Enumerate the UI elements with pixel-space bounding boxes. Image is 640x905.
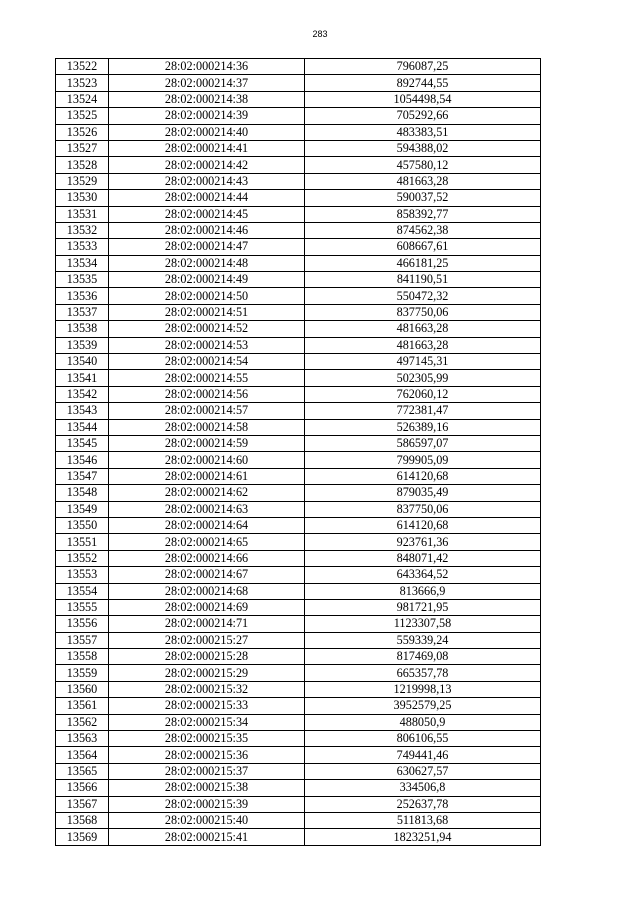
row-number-cell: 13533 — [56, 239, 109, 255]
row-number-cell: 13535 — [56, 272, 109, 288]
value-cell: 874562,38 — [305, 222, 541, 238]
table-row — [56, 370, 541, 386]
value-cell: 483383,51 — [305, 124, 541, 140]
row-number-cell: 13537 — [56, 304, 109, 320]
table-row — [56, 616, 541, 632]
cadastral-number-cell: 28:02:000214:44 — [109, 190, 305, 206]
cadastral-number-cell: 28:02:000214:53 — [109, 337, 305, 353]
cadastral-number-cell: 28:02:000214:57 — [109, 403, 305, 419]
row-number-cell: 13563 — [56, 731, 109, 747]
table-row — [56, 567, 541, 583]
value-cell: 806106,55 — [305, 731, 541, 747]
cadastral-number-cell: 28:02:000215:36 — [109, 747, 305, 763]
value-cell: 705292,66 — [305, 108, 541, 124]
cadastral-number-cell: 28:02:000215:32 — [109, 681, 305, 697]
row-number-cell: 13525 — [56, 108, 109, 124]
table-row — [56, 386, 541, 402]
table-row — [56, 714, 541, 730]
value-cell: 481663,28 — [305, 173, 541, 189]
cadastral-number-cell: 28:02:000214:45 — [109, 206, 305, 222]
table-row — [56, 140, 541, 156]
cadastral-number-cell: 28:02:000214:48 — [109, 255, 305, 271]
table-row — [56, 829, 541, 845]
table-row — [56, 452, 541, 468]
cadastral-number-cell: 28:02:000214:49 — [109, 272, 305, 288]
row-number-cell: 13528 — [56, 157, 109, 173]
row-number-cell: 13524 — [56, 91, 109, 107]
table-row — [56, 812, 541, 828]
cadastral-number-cell: 28:02:000215:41 — [109, 829, 305, 845]
table-row — [56, 108, 541, 124]
table-row — [56, 173, 541, 189]
row-number-cell: 13523 — [56, 75, 109, 91]
row-number-cell: 13548 — [56, 485, 109, 501]
cadastral-number-cell: 28:02:000215:39 — [109, 796, 305, 812]
cadastral-number-cell: 28:02:000214:41 — [109, 140, 305, 156]
cadastral-value-table — [55, 58, 541, 846]
cadastral-number-cell: 28:02:000215:29 — [109, 665, 305, 681]
row-number-cell: 13567 — [56, 796, 109, 812]
row-number-cell: 13553 — [56, 567, 109, 583]
value-cell: 665357,78 — [305, 665, 541, 681]
value-cell: 511813,68 — [305, 812, 541, 828]
table-row — [56, 222, 541, 238]
value-cell: 841190,51 — [305, 272, 541, 288]
cadastral-number-cell: 28:02:000214:64 — [109, 517, 305, 533]
table-row — [56, 435, 541, 451]
value-cell: 466181,25 — [305, 255, 541, 271]
row-number-cell: 13541 — [56, 370, 109, 386]
cadastral-number-cell: 28:02:000215:35 — [109, 731, 305, 747]
table-row — [56, 501, 541, 517]
cadastral-number-cell: 28:02:000214:63 — [109, 501, 305, 517]
value-cell: 502305,99 — [305, 370, 541, 386]
row-number-cell: 13540 — [56, 354, 109, 370]
cadastral-number-cell: 28:02:000214:50 — [109, 288, 305, 304]
value-cell: 892744,55 — [305, 75, 541, 91]
row-number-cell: 13555 — [56, 599, 109, 615]
value-cell: 762060,12 — [305, 386, 541, 402]
table-row — [56, 91, 541, 107]
value-cell: 630627,57 — [305, 763, 541, 779]
cadastral-number-cell: 28:02:000215:33 — [109, 698, 305, 714]
value-cell: 1219998,13 — [305, 681, 541, 697]
row-number-cell: 13557 — [56, 632, 109, 648]
table-row — [56, 206, 541, 222]
table-row — [56, 649, 541, 665]
cadastral-number-cell: 28:02:000214:56 — [109, 386, 305, 402]
value-cell: 837750,06 — [305, 304, 541, 320]
value-cell: 981721,95 — [305, 599, 541, 615]
row-number-cell: 13530 — [56, 190, 109, 206]
table-row — [56, 321, 541, 337]
value-cell: 749441,46 — [305, 747, 541, 763]
cadastral-number-cell: 28:02:000214:71 — [109, 616, 305, 632]
row-number-cell: 13550 — [56, 517, 109, 533]
cadastral-number-cell: 28:02:000215:38 — [109, 780, 305, 796]
table-row — [56, 698, 541, 714]
value-cell: 879035,49 — [305, 485, 541, 501]
row-number-cell: 13566 — [56, 780, 109, 796]
cadastral-number-cell: 28:02:000214:43 — [109, 173, 305, 189]
cadastral-number-cell: 28:02:000214:68 — [109, 583, 305, 599]
value-cell: 481663,28 — [305, 321, 541, 337]
cadastral-number-cell: 28:02:000214:40 — [109, 124, 305, 140]
value-cell: 559339,24 — [305, 632, 541, 648]
cadastral-number-cell: 28:02:000214:65 — [109, 534, 305, 550]
value-cell: 497145,31 — [305, 354, 541, 370]
cadastral-number-cell: 28:02:000214:62 — [109, 485, 305, 501]
cadastral-number-cell: 28:02:000214:54 — [109, 354, 305, 370]
table-row — [56, 75, 541, 91]
cadastral-number-cell: 28:02:000214:69 — [109, 599, 305, 615]
table-row — [56, 354, 541, 370]
cadastral-number-cell: 28:02:000215:37 — [109, 763, 305, 779]
table-row — [56, 157, 541, 173]
row-number-cell: 13526 — [56, 124, 109, 140]
value-cell: 848071,42 — [305, 550, 541, 566]
table-row — [56, 583, 541, 599]
table-row — [56, 632, 541, 648]
table-row — [56, 534, 541, 550]
cadastral-number-cell: 28:02:000215:27 — [109, 632, 305, 648]
row-number-cell: 13531 — [56, 206, 109, 222]
table-row — [56, 337, 541, 353]
value-cell: 923761,36 — [305, 534, 541, 550]
cadastral-number-cell: 28:02:000214:47 — [109, 239, 305, 255]
table-row — [56, 255, 541, 271]
row-number-cell: 13560 — [56, 681, 109, 697]
cadastral-number-cell: 28:02:000214:36 — [109, 59, 305, 75]
table-row — [56, 403, 541, 419]
page-number: 283 — [312, 29, 328, 39]
cadastral-number-cell: 28:02:000214:42 — [109, 157, 305, 173]
row-number-cell: 13568 — [56, 812, 109, 828]
row-number-cell: 13536 — [56, 288, 109, 304]
value-cell: 799905,09 — [305, 452, 541, 468]
cadastral-number-cell: 28:02:000215:40 — [109, 812, 305, 828]
row-number-cell: 13542 — [56, 386, 109, 402]
table-row — [56, 796, 541, 812]
table-row — [56, 59, 541, 75]
value-cell: 1823251,94 — [305, 829, 541, 845]
row-number-cell: 13545 — [56, 435, 109, 451]
table-body — [56, 59, 541, 846]
value-cell: 614120,68 — [305, 517, 541, 533]
table-row — [56, 731, 541, 747]
row-number-cell: 13554 — [56, 583, 109, 599]
table-row — [56, 681, 541, 697]
value-cell: 594388,02 — [305, 140, 541, 156]
cadastral-number-cell: 28:02:000214:67 — [109, 567, 305, 583]
value-cell: 3952579,25 — [305, 698, 541, 714]
value-cell: 586597,07 — [305, 435, 541, 451]
cadastral-number-cell: 28:02:000215:34 — [109, 714, 305, 730]
value-cell: 550472,32 — [305, 288, 541, 304]
row-number-cell: 13569 — [56, 829, 109, 845]
cadastral-number-cell: 28:02:000214:61 — [109, 468, 305, 484]
table-row — [56, 190, 541, 206]
value-cell: 457580,12 — [305, 157, 541, 173]
table-row — [56, 780, 541, 796]
table-row — [56, 599, 541, 615]
value-cell: 813666,9 — [305, 583, 541, 599]
value-cell: 252637,78 — [305, 796, 541, 812]
value-cell: 481663,28 — [305, 337, 541, 353]
row-number-cell: 13562 — [56, 714, 109, 730]
row-number-cell: 13552 — [56, 550, 109, 566]
row-number-cell: 13561 — [56, 698, 109, 714]
row-number-cell: 13551 — [56, 534, 109, 550]
row-number-cell: 13539 — [56, 337, 109, 353]
row-number-cell: 13559 — [56, 665, 109, 681]
cadastral-number-cell: 28:02:000214:59 — [109, 435, 305, 451]
row-number-cell: 13546 — [56, 452, 109, 468]
table-row — [56, 288, 541, 304]
cadastral-number-cell: 28:02:000214:55 — [109, 370, 305, 386]
row-number-cell: 13564 — [56, 747, 109, 763]
cadastral-number-cell: 28:02:000214:39 — [109, 108, 305, 124]
row-number-cell: 13565 — [56, 763, 109, 779]
row-number-cell: 13534 — [56, 255, 109, 271]
value-cell: 837750,06 — [305, 501, 541, 517]
table-row — [56, 468, 541, 484]
cadastral-number-cell: 28:02:000214:46 — [109, 222, 305, 238]
cadastral-number-cell: 28:02:000214:51 — [109, 304, 305, 320]
row-number-cell: 13558 — [56, 649, 109, 665]
cadastral-number-cell: 28:02:000214:60 — [109, 452, 305, 468]
value-cell: 1054498,54 — [305, 91, 541, 107]
table-row — [56, 747, 541, 763]
value-cell: 590037,52 — [305, 190, 541, 206]
row-number-cell: 13556 — [56, 616, 109, 632]
row-number-cell: 13544 — [56, 419, 109, 435]
row-number-cell: 13549 — [56, 501, 109, 517]
table-row — [56, 239, 541, 255]
value-cell: 817469,08 — [305, 649, 541, 665]
value-cell: 608667,61 — [305, 239, 541, 255]
table-row — [56, 550, 541, 566]
row-number-cell: 13543 — [56, 403, 109, 419]
table-row — [56, 665, 541, 681]
row-number-cell: 13529 — [56, 173, 109, 189]
cadastral-number-cell: 28:02:000214:52 — [109, 321, 305, 337]
value-cell: 614120,68 — [305, 468, 541, 484]
table-row — [56, 272, 541, 288]
row-number-cell: 13527 — [56, 140, 109, 156]
table-row — [56, 485, 541, 501]
cadastral-number-cell: 28:02:000214:37 — [109, 75, 305, 91]
cadastral-number-cell: 28:02:000214:58 — [109, 419, 305, 435]
value-cell: 858392,77 — [305, 206, 541, 222]
table-row — [56, 419, 541, 435]
value-cell: 334506,8 — [305, 780, 541, 796]
table-row — [56, 763, 541, 779]
cadastral-number-cell: 28:02:000214:66 — [109, 550, 305, 566]
row-number-cell: 13547 — [56, 468, 109, 484]
cadastral-number-cell: 28:02:000214:38 — [109, 91, 305, 107]
row-number-cell: 13538 — [56, 321, 109, 337]
value-cell: 488050,9 — [305, 714, 541, 730]
value-cell: 643364,52 — [305, 567, 541, 583]
value-cell: 1123307,58 — [305, 616, 541, 632]
value-cell: 796087,25 — [305, 59, 541, 75]
value-cell: 772381,47 — [305, 403, 541, 419]
table-row — [56, 124, 541, 140]
row-number-cell: 13522 — [56, 59, 109, 75]
value-cell: 526389,16 — [305, 419, 541, 435]
table-row — [56, 304, 541, 320]
table-row — [56, 517, 541, 533]
cadastral-number-cell: 28:02:000215:28 — [109, 649, 305, 665]
row-number-cell: 13532 — [56, 222, 109, 238]
